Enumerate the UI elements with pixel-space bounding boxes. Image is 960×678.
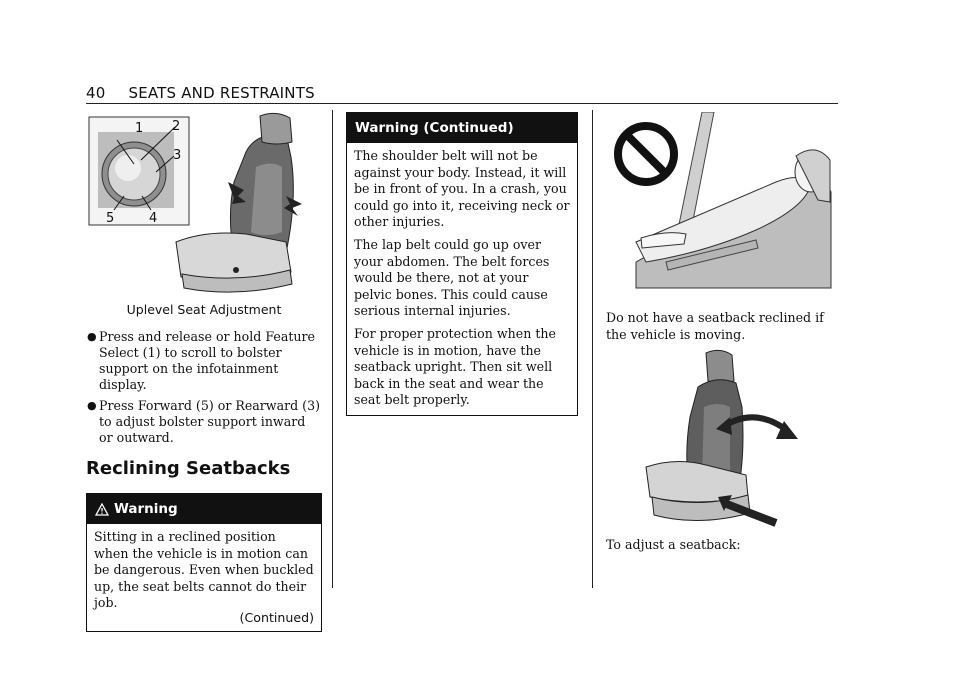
- bullet-icon: ●: [87, 330, 97, 343]
- warning-paragraph: The lap belt could go up over your abdomen. The belt forces would be there, not at your pelvic bones. This could cause serious internal injuries.: [354, 236, 550, 319]
- warning-paragraph: For proper protection when the vehicle is in motion, have the seatback upright. Then sit well back in the seat and wear the seat belt properly.: [354, 325, 556, 408]
- list-item: ● Press Forward (5) or Rearward (3) to adjust bolster support inward or outward.: [87, 398, 321, 445]
- section-title: SEATS AND RESTRAINTS: [128, 84, 315, 102]
- page-header: [86, 84, 315, 102]
- warning-box: [86, 493, 322, 632]
- callout-5: 5: [106, 211, 115, 226]
- section-heading: Reclining Seatbacks: [86, 458, 291, 479]
- warning-title: Warning: [114, 501, 178, 517]
- figure-caption: Uplevel Seat Adjustment: [126, 302, 282, 317]
- warning-paragraph: The shoulder belt will not be against your body. Instead, it will be in front of you. In a crash, you could go into it, receiving neck or other injuries.: [354, 148, 570, 230]
- page-number: 40: [86, 84, 106, 102]
- instruction-text: To adjust a seatback:: [606, 537, 741, 553]
- seat-adjustment-figure: [86, 112, 322, 298]
- column-1: [86, 112, 322, 632]
- instruction-text: Do not have a seatback reclined if the vehicle is moving.: [606, 310, 824, 342]
- warning-header: [347, 113, 577, 143]
- list-item: ● Press and release or hold Feature Select (1) to scroll to bolster support on the infotainment display.: [87, 329, 315, 392]
- column-divider: [332, 110, 333, 588]
- reclined-occupant-illustration: [606, 112, 838, 290]
- warning-header: [87, 494, 321, 524]
- column-3: [606, 112, 838, 554]
- column-2: [346, 112, 578, 416]
- column-divider: [592, 110, 593, 588]
- bullet-list: [86, 329, 322, 446]
- bullet-icon: ●: [87, 399, 97, 412]
- warning-text: Sitting in a reclined position when the vehicle is in motion can be dangerous. Even when buckled up, the seat belts cannot do their job.: [94, 529, 314, 611]
- seatback-illustration: [606, 347, 838, 533]
- seatback-adjust-figure: [606, 347, 838, 533]
- warning-body: [347, 143, 577, 415]
- seat-illustration: [86, 112, 322, 298]
- callout-3: 3: [173, 148, 182, 163]
- warning-box-continued: [346, 112, 578, 416]
- warning-body: [87, 524, 321, 631]
- callout-4: 4: [149, 211, 158, 226]
- reclined-occupant-figure: [606, 112, 838, 290]
- callout-2: 2: [172, 119, 181, 134]
- warning-triangle-icon: [95, 503, 109, 516]
- callout-1: 1: [135, 121, 144, 136]
- continued-label: (Continued): [239, 609, 314, 625]
- warning-title: Warning (Continued): [355, 120, 514, 136]
- header-rule: [86, 103, 838, 104]
